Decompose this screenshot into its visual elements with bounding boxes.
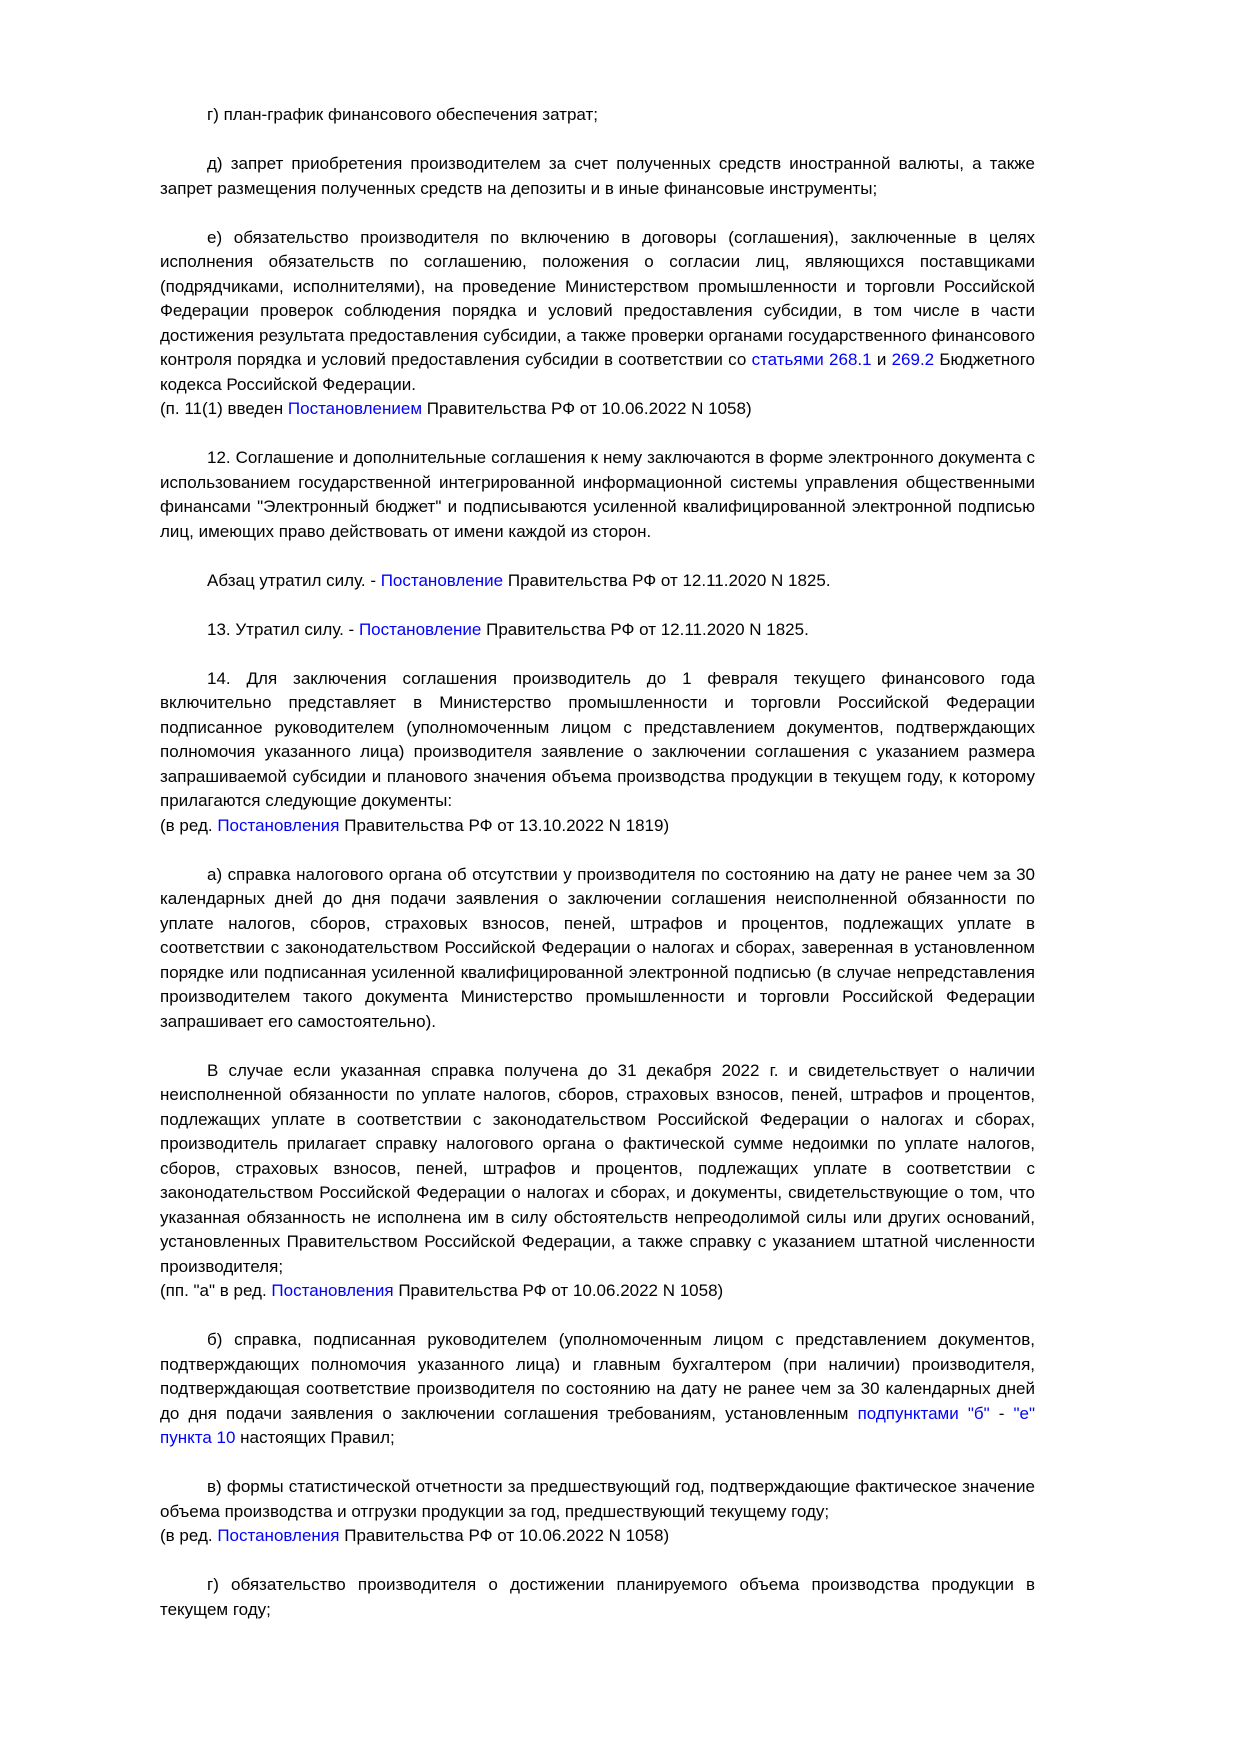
text-run: е) обязательство производителя по включению в договоры (соглашения), заключенные в целях исполнения обязательств по соглашению, положения о согласии лиц, являющихся поставщиками (подрядчиками, исполнителями), на проведение Министерством промышленности и торговли Российской Федерации проверок соблюдения порядка и условий предоставления субсидии, в том числе в части достижения результата предоставления субсидии, а также проверки органами государственного финансового контроля порядка и условий предоставления субсидии в соответствии со (160, 227, 1035, 369)
text-run: Правительства РФ от 10.06.2022 N 1058) (422, 399, 752, 418)
paragraph (160, 1475, 1035, 1524)
document-link[interactable]: Постановления (217, 815, 340, 835)
paragraph (160, 667, 1035, 814)
text-run: настоящих Правил; (235, 1428, 395, 1447)
document-link[interactable]: Постановлением (287, 399, 423, 418)
document-link[interactable]: 269.2 (891, 350, 935, 369)
text-run: Правительства РФ от 12.11.2020 N 1825. (481, 619, 809, 639)
document-link[interactable]: Постановление (380, 570, 504, 590)
text-run: (п. 11(1) введен (160, 399, 288, 418)
text-run: (в ред. (160, 815, 218, 835)
paragraph (160, 446, 1035, 544)
document-link[interactable]: "е" пункта 10 (160, 1403, 1035, 1447)
paragraph (160, 103, 1035, 128)
paragraph (160, 569, 1035, 594)
amendment-note (160, 397, 1035, 422)
document-link[interactable]: Постановления (217, 1526, 340, 1545)
document-link[interactable]: статьями 268.1 (751, 350, 872, 369)
paragraph (160, 1059, 1035, 1280)
text-run: Правительства РФ от 10.06.2022 N 1058) (339, 1526, 670, 1545)
text-run: 12. Соглашение и дополнительные соглашения к нему заключаются в форме электронного документа с использованием государственной интегрированной информационной системы управления общественными финансами "Электронный бюджет" и подписываются усиленной квалифицированной электронной подписью лиц, имеющих право действовать от имени каждой из сторон. (160, 448, 1035, 541)
text-run: - (989, 1403, 1014, 1423)
text-run: Бюджетного кодекса Российской Федерации. (160, 350, 1035, 394)
text-run: Правительства РФ от 10.06.2022 N 1058) (393, 1281, 724, 1300)
paragraph (160, 1573, 1035, 1622)
paragraph (160, 618, 1035, 643)
paragraph (160, 152, 1035, 201)
amendment-note (160, 1524, 1035, 1549)
document-link[interactable]: подпунктами "б" (857, 1403, 990, 1423)
text-run: Правительства РФ от 12.11.2020 N 1825. (503, 570, 831, 590)
paragraph (160, 863, 1035, 1035)
paragraph (160, 226, 1035, 398)
text-run: и (871, 350, 892, 369)
text-run: (пп. "а" в ред. (160, 1281, 272, 1300)
text-run: г) обязательство производителя о достижении планируемого объема производства продукции в текущем году; (160, 1575, 1035, 1619)
text-run: д) запрет приобретения производителем за счет полученных средств иностранной валюты, а также запрет размещения полученных средств на депозиты и в иные финансовые инструменты; (160, 154, 1035, 198)
document-body (160, 103, 1035, 1622)
text-run: (в ред. (160, 1526, 218, 1545)
text-run: 13. Утратил силу. - (207, 619, 359, 639)
text-run: В случае если указанная справка получена до 31 декабря 2022 г. и свидетельствует о наличии неисполненной обязанности по уплате налогов, сборов, страховых взносов, пеней, штрафов и процентов, подлежащих уплате в соответствии с законодательством Российской Федерации о налогах и сборах, производитель прилагает справку налогового органа о фактической сумме недоимки по уплате налогов, сборов, страховых взносов, пеней, штрафов и процентов, подлежащих уплате в соответствии с законодательством Российской Федерации о налогах и сборах, и документы, свидетельствующие о том, что указанная обязанность не исполнена им в силу обстоятельств непреодолимой силы или других оснований, установленных Правительством Российской Федерации, а также справку с указанием штатной численности производителя; (160, 1060, 1035, 1276)
amendment-note (160, 814, 1035, 839)
document-link[interactable]: Постановление (358, 619, 482, 639)
text-run: в) формы статистической отчетности за предшествующий год, подтверждающие фактическое значение объема производства и отгрузки продукции за год, предшествующий текущему году; (160, 1477, 1035, 1521)
amendment-note (160, 1279, 1035, 1304)
text-run: Абзац утратил силу. - (207, 570, 381, 590)
text-run: г) план-график финансового обеспечения затрат; (207, 105, 599, 124)
text-run: Правительства РФ от 13.10.2022 N 1819) (339, 815, 670, 835)
text-run: б) справка, подписанная руководителем (уполномоченным лицом с представлением документов, подтверждающих полномочия указанного лица) и главным бухгалтером (при наличии) производителя, подтверждающая соответствие производителя по состоянию на дату не ранее чем за 30 календарных дней до дня подачи заявления о заключении соглашения требованиям, установленным (160, 1330, 1035, 1423)
document-link[interactable]: Постановления (271, 1281, 394, 1300)
text-run: 14. Для заключения соглашения производитель до 1 февраля текущего финансового года включительно представляет в Министерство промышленности и торговли Российской Федерации подписанное руководителем (уполномоченным лицом с представлением документов, подтверждающих полномочия указанного лица) производителя заявление о заключении соглашения с указанием размера запрашиваемой субсидии и планового значения объема производства продукции в текущем году, к которому прилагаются следующие документы: (160, 668, 1035, 810)
text-run: а) справка налогового органа об отсутствии у производителя по состоянию на дату не ранее чем за 30 календарных дней до дня подачи заявления о заключении соглашения неисполненной обязанности по уплате налогов, сборов, страховых взносов, пеней, штрафов и процентов, подлежащих уплате в соответствии с законодательством Российской Федерации о налогах и сборах, заверенная в установленном порядке или подписанная усиленной квалифицированной электронной подписью (в случае непредставления производителем такого документа Министерство промышленности и торговли Российской Федерации запрашивает его самостоятельно). (160, 864, 1035, 1031)
paragraph (160, 1328, 1035, 1451)
